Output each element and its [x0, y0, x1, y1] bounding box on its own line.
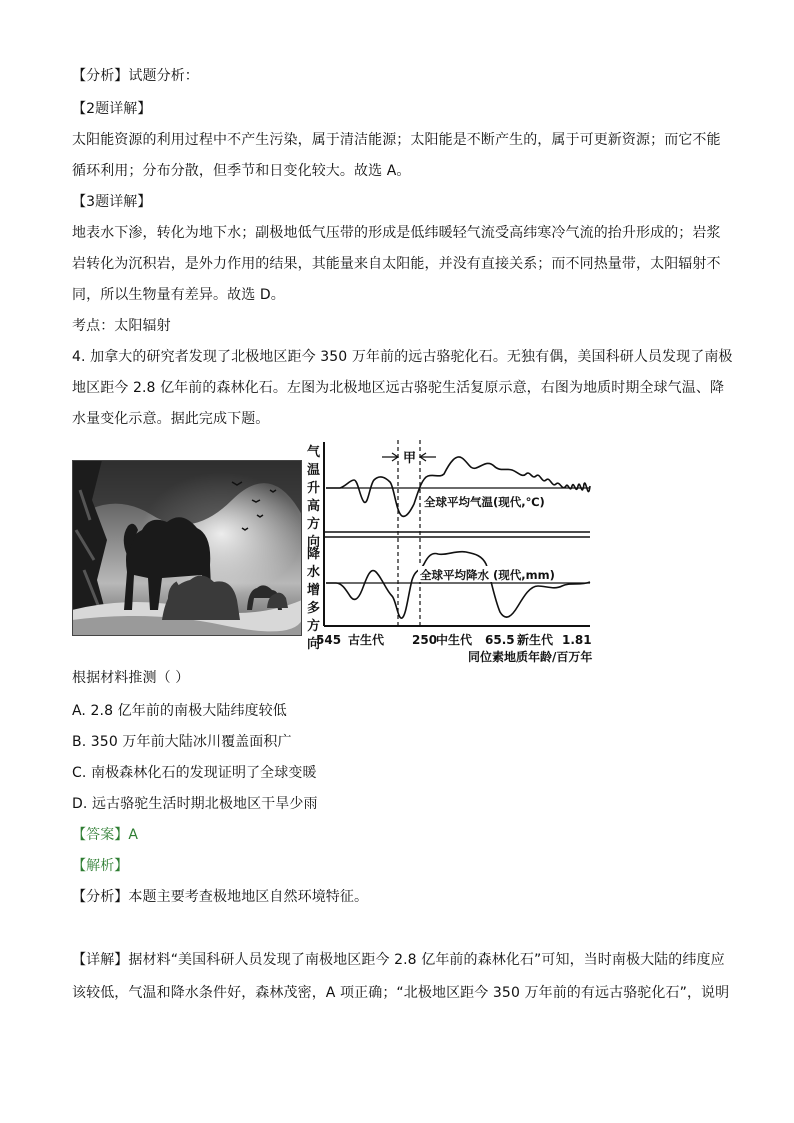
- chart-y-top-label-char: 气: [307, 445, 321, 460]
- x-tick-label: 1.81: [562, 633, 592, 647]
- x-tick-label: 250: [412, 633, 438, 647]
- q2-header: 【2题详解】: [72, 101, 152, 117]
- x-tick-label: 65.5: [485, 633, 515, 647]
- x-axis-label: 同位素地质年龄/百万年: [468, 650, 593, 664]
- q4-text-line: 4. 加拿大的研究者发现了北极地区距今 350 万年前的远古骆驼化石。无独有偶，美国科研人员发现了南极: [72, 349, 733, 365]
- detail-line: 该较低，气温和降水条件好，森林茂密，A 项正确；“北极地区距今 350 万年前的有远古骆驼化石”，说明: [72, 985, 730, 1001]
- chart-y-bottom-label-char: 水: [307, 565, 321, 580]
- chart-y-bottom-label-char: 多: [307, 601, 321, 616]
- q2-text-line: 太阳能资源的利用过程中不产生污染，属于清洁能源；太阳能是不断产生的，属于可更新资源；而它不能: [72, 132, 721, 148]
- precipitation-legend: 全球平均降水 (现代,mm): [420, 568, 555, 582]
- option-d: D. 远古骆驼生活时期北极地区干旱少雨: [72, 796, 318, 812]
- chart-y-top-label-char: 高: [307, 499, 321, 514]
- q4-text-line: 水量变化示意。据此完成下题。: [72, 411, 270, 427]
- q4-text-line: 地区距今 2.8 亿年前的森林化石。左图为北极地区远古骆驼生活复原示意，右图为地质时期全球气温、降: [72, 380, 725, 396]
- question-stem: 根据材料推测（ ）: [72, 670, 190, 686]
- q3-text-line: 地表水下渗，转化为地下水；副极地低气压带的形成是低纬暖轻气流受高纬寒冷气流的抬升形成的；岩浆: [72, 225, 721, 241]
- q2-text-line: 循环利用；分布分散，但季节和日变化较大。故选 A。: [72, 163, 411, 179]
- climate-chart: [307, 440, 670, 665]
- chart-y-bottom-label-char: 方: [307, 619, 321, 634]
- analysis-header: 【分析】试题分析：: [72, 68, 199, 84]
- detail-line: 【详解】据材料“美国科研人员发现了南极地区距今 2.8 亿年前的森林化石”可知，当时南极大陆的纬度应: [72, 952, 725, 968]
- temperature-legend: 全球平均气温(现代,℃): [424, 495, 545, 509]
- chart-y-bottom-label-char: 向: [307, 637, 321, 652]
- question-figure: [72, 440, 732, 665]
- chart-y-top-label-char: 升: [307, 481, 321, 496]
- chart-y-bottom-label-char: 增: [307, 583, 321, 598]
- jia-label: 甲: [403, 451, 417, 466]
- q3-text-line: 岩转化为沉积岩，是外力作用的结果，其能量来自太阳能，并没有直接关系；而不同热量带，太阳辐射不: [72, 256, 721, 272]
- precipitation-curve: [326, 552, 590, 619]
- jiexi-label: 【解析】: [72, 858, 129, 874]
- x-tick-label: 545: [316, 633, 342, 647]
- answer-label: 【答案】A: [72, 827, 139, 843]
- chart-y-top-label-char: 温: [307, 463, 321, 478]
- option-a: A. 2.8 亿年前的南极大陆纬度较低: [72, 703, 287, 719]
- camel-reconstruction-image: [72, 460, 302, 636]
- q3-header: 【3题详解】: [72, 194, 152, 210]
- era-label: 新生代: [517, 633, 554, 647]
- analysis-line: 【分析】本题主要考查极地地区自然环境特征。: [72, 889, 369, 905]
- q3-text-line: 同，所以生物量有差异。故选 D。: [72, 287, 285, 303]
- kaodian-line: 考点：太阳辐射: [72, 318, 171, 334]
- era-label: 中生代: [436, 633, 473, 647]
- era-label: 古生代: [348, 633, 385, 647]
- chart-y-top-label-char: 方: [307, 517, 321, 532]
- option-c: C. 南极森林化石的发现证明了全球变暖: [72, 765, 317, 781]
- chart-y-bottom-label-char: 降: [307, 547, 321, 562]
- option-b: B. 350 万年前大陆冰川覆盖面积广: [72, 734, 292, 750]
- chart-y-top-label-char: 向: [307, 535, 321, 550]
